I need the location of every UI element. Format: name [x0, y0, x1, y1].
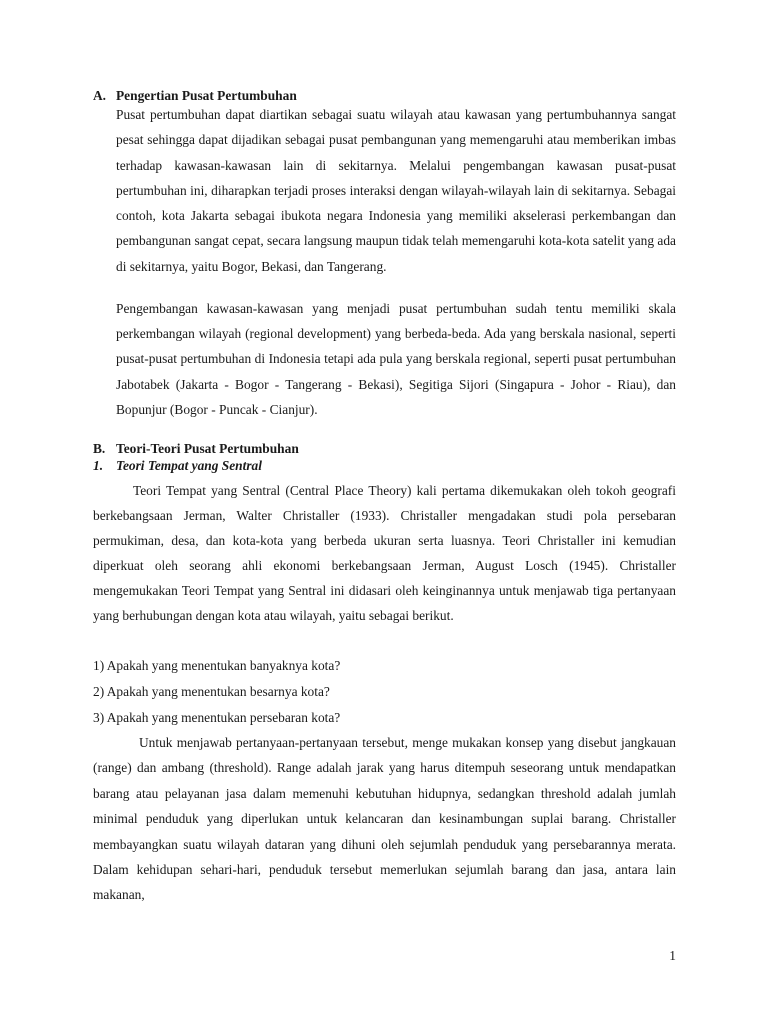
question-item: 3) Apakah yang menentukan persebaran kota? — [93, 710, 341, 725]
section-b-paragraph-2: Untuk menjawab pertanyaan-pertanyaan tersebut, menge mukakan konsep yang disebut jangkauan (range) dan ambang (threshold). Range adalah jarak yang harus ditempuh seseorang untuk mendapatkan barang atau pelayanan jasa dalam memenuhi kebutuhan hidupnya, sedangkan threshold adalah jumlah minimal penduduk yang diperlukan untuk kelancaran dan kesinambungan suplai barang. Christaller membayangkan suatu wilayah dataran yang dihuni oleh sejumlah penduduk yang persebarannya merata. Dalam kehidupan sehari-hari, penduduk tersebut memerlukan sejumlah barang dan jasa, antara lain makanan, — [93, 735, 676, 903]
question-item: 2) Apakah yang menentukan besarnya kota? — [93, 684, 330, 699]
section-b-heading — [93, 441, 299, 457]
subsection-1-heading — [93, 458, 262, 474]
section-b-paragraph-1: Teori Tempat yang Sentral (Central Place Theory) kali pertama dikemukakan oleh tokoh geografi berkebangsaan Jerman, Walter Christaller (1933). Christaller mengadakan studi pola persebaran permukiman, desa, dan kota-kota yang berbeda ukuran serta luasnya. Teori Christaller ini kemudian diperkuat oleh seorang ahli ekonomi berkebangsaan Jerman, August Losch (1945). Christaller mengemukakan Teori Tempat yang Sentral ini didasari oleh keinginannya untuk menjawab tiga pertanyaan yang berhubungan dengan kota atau wilayah, yaitu sebagai berikut. — [93, 483, 676, 623]
section-a-title: Pengertian Pusat Pertumbuhan — [116, 88, 297, 103]
question-item: 1) Apakah yang menentukan banyaknya kota? — [93, 658, 341, 673]
section-a-number: A. — [93, 88, 107, 103]
page-number: 1 — [669, 948, 676, 963]
subsection-1-title: Teori Tempat yang Sentral — [116, 458, 262, 473]
subsection-1-number: 1. — [93, 458, 104, 473]
section-b-number: B. — [93, 441, 106, 456]
section-a-paragraph-1: Pusat pertumbuhan dapat diartikan sebagai suatu wilayah atau kawasan yang pertumbuhannya sangat pesat sehingga dapat dijadikan sebagai pusat pembangunan yang memengaruhi atau memberikan imbas terhadap kawasan-kawasan lain di sekitarnya. Melalui pengembangan kawasan pusat-pusat pertumbuhan ini, diharapkan terjadi proses interaksi dengan wilayah-wilayah lain di sekitarnya. Sebagai contoh, kota Jakarta sebagai ibukota negara Indonesia yang memiliki akselerasi perkembangan dan pembangunan sangat cepat, secara langsung maupun tidak telah memengaruhi kota-kota satelit yang ada di sekitarnya, yaitu Bogor, Bekasi, dan Tangerang. — [116, 107, 676, 274]
section-a-paragraph-2: Pengembangan kawasan-kawasan yang menjadi pusat pertumbuhan sudah tentu memiliki skala perkembangan wilayah (regional development) yang berbeda-beda. Ada yang berskala nasional, seperti pusat-pusat pertumbuhan di Indonesia tetapi ada pula yang berskala regional, seperti pusat pertumbuhan Jabotabek (Jakarta - Bogor - Tangerang - Bekasi), Segitiga Sijori (Singapura - Johor - Riau), dan Bopunjur (Bogor - Puncak - Cianjur). — [116, 301, 676, 417]
question-list — [93, 653, 676, 731]
section-b-title: Teori-Teori Pusat Pertumbuhan — [116, 441, 299, 456]
